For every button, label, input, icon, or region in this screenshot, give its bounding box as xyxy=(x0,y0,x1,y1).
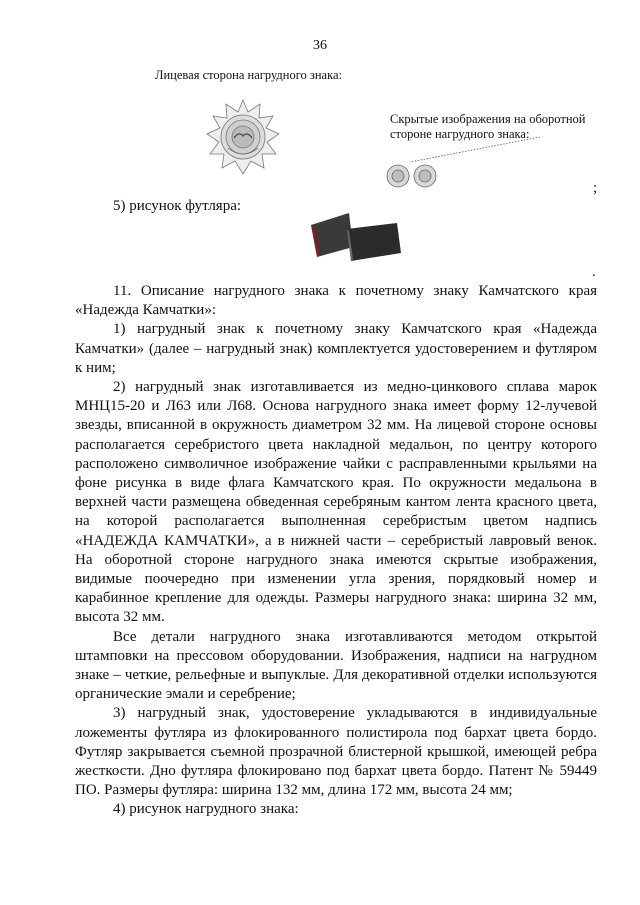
paragraph: 2) нагрудный знак изготавливается из медно-цинкового сплава марок МНЦ15-20 и Л63 или Л68. Основа нагрудного знака имеет форму 12-лучевой звезды, вписанной в окружность диаметром 32 мм. На лицевой стороне основы располагается серебристого цвета накладной медальон, по центру которого расположено символичное изображение чайки с расправленными крыльями на фоне рисунка в виде флага Камчатского края. По окружности медальона в верхней части размещена обведенная серебряным кантом лента красного цвета, на которой располагается выполненная серебристым цветом надпись «НАДЕЖДА КАМЧАТКИ», а в нижней части – серебристый лавровый венок. На оборотной стороне нагрудного знака имеются скрытые изображения, видимые поочередно при изменении угла зрения, порядковый номер и карабинное крепление для одежды. Размеры нагрудного знака: ширина 32 мм, высота 32 мм. xyxy=(75,379,597,626)
front-side-caption: Лицевая сторона нагрудного знака: xyxy=(155,68,343,82)
case-image xyxy=(305,207,405,263)
paragraph: 11. Описание нагрудного знака к почетному знаку Камчатского края «Надежда Камчатки»: xyxy=(75,283,597,319)
badge-back-hidden-images xyxy=(383,156,441,196)
badge-front-image xyxy=(204,98,282,176)
paragraph: 1) нагрудный знак к почетному знаку Камчатского края «Надежда Камчатки» (далее – нагрудный знак) комплектуется удостоверением и футляром к ним; xyxy=(75,321,597,376)
main-text xyxy=(75,282,597,820)
case-drawing-caption: 5) рисунок футляра: xyxy=(113,198,242,214)
paragraph: 3) нагрудный знак, удостоверение укладываются в индивидуальные ложементы футляра из флокированного полистирола под бархат цвета бордо. Футляр закрывается съемной прозрачной блистерной крышкой, имеющей ребра жесткости. Дно футляра флокировано под бархат цвета бордо. Патент № 59449 ПО. Размеры футляра: ширина 132 мм, длина 172 мм, высота 24 мм; xyxy=(75,705,597,799)
hidden-images-caption: Скрытые изображения на оборотной стороне нагрудного знака: xyxy=(390,112,586,141)
list-separator-mark: ; xyxy=(593,180,598,196)
page-number: 36 xyxy=(313,38,327,53)
paragraph: Все детали нагрудного знака изготавливаются методом открытой штамповки на прессовом оборудовании. Изображения, надписи на нагрудном знаке – четкие, рельефные и выпуклые. Для декоративной отделки используются органические эмали и серебрение; xyxy=(75,628,597,703)
paragraph: 4) рисунок нагрудного знака: xyxy=(113,801,299,818)
list-end-mark: . xyxy=(592,264,596,280)
